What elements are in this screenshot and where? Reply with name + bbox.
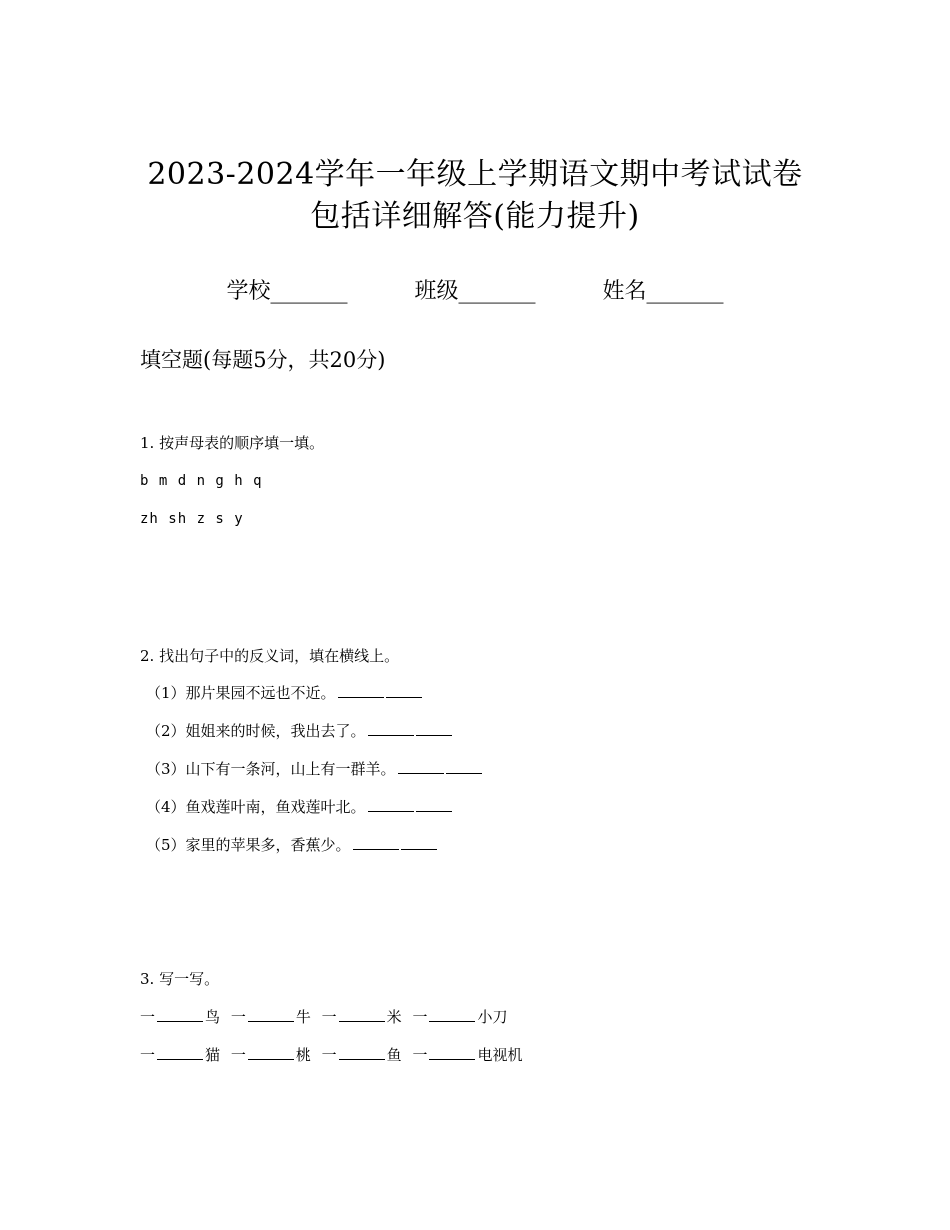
q2-item-3-text: （3）山下有一条河，山上有一群羊。: [146, 760, 396, 778]
q3-row-2: [140, 1044, 528, 1065]
q3-word: 鱼: [386, 1046, 402, 1064]
q3-word: 小刀: [477, 1008, 508, 1026]
answer-blank[interactable]: [429, 1007, 475, 1022]
school-field: 学校_______: [226, 279, 348, 304]
answer-blank[interactable]: [248, 1007, 294, 1022]
q2-item-1: [146, 682, 422, 703]
q2-item-5: [146, 834, 437, 855]
q2-item-2: [146, 720, 452, 741]
answer-blank[interactable]: [157, 1007, 203, 1022]
answer-blank[interactable]: [338, 683, 384, 698]
q2-item-5-text: （5）家里的苹果多，香蕉少。: [146, 836, 351, 854]
q3-word: 桃: [295, 1046, 311, 1064]
q2-item-2-text: （2）姐姐来的时候，我出去了。: [146, 722, 366, 740]
answer-blank[interactable]: [353, 835, 399, 850]
q3-word: 牛: [295, 1008, 311, 1026]
answer-blank[interactable]: [368, 797, 414, 812]
answer-blank[interactable]: [398, 759, 444, 774]
measure-prefix: 一: [321, 1046, 337, 1064]
measure-prefix: 一: [230, 1046, 246, 1064]
q1-title: 1. 按声母表的顺序填一填。: [140, 434, 325, 452]
section-title: 填空题(每题5分，共20分): [140, 348, 386, 372]
answer-dash[interactable]: [416, 802, 452, 812]
answer-blank[interactable]: [248, 1045, 294, 1060]
measure-prefix: 一: [412, 1008, 428, 1026]
exam-title-line1: 2023-2024学年一年级上学期语文期中考试试卷: [147, 157, 803, 192]
q2-item-3: [146, 758, 482, 779]
q3-word: 电视机: [477, 1046, 523, 1064]
q2-item-4: [146, 796, 452, 817]
answer-blank[interactable]: [157, 1045, 203, 1060]
q3-title: 3. 写一写。: [140, 970, 220, 988]
q2-item-4-text: （4）鱼戏莲叶南，鱼戏莲叶北。: [146, 798, 366, 816]
student-info-row: [0, 274, 950, 305]
answer-dash[interactable]: [401, 840, 437, 850]
q2-title: 2. 找出句子中的反义词，填在横线上。: [140, 647, 400, 665]
answer-dash[interactable]: [416, 726, 452, 736]
name-field: 姓名_______: [602, 279, 724, 304]
answer-dash[interactable]: [446, 764, 482, 774]
measure-prefix: 一: [412, 1046, 428, 1064]
q3-word: 鸟: [205, 1008, 221, 1026]
q1-pinyin-line2: zh sh z s y: [140, 511, 244, 527]
q2-item-1-text: （1）那片果园不远也不近。: [146, 684, 336, 702]
q1-pinyin-line1: b m d n g h q: [140, 473, 263, 489]
answer-dash[interactable]: [386, 688, 422, 698]
measure-prefix: 一: [140, 1008, 156, 1026]
class-field: 班级_______: [414, 279, 536, 304]
exam-title-line2: 包括详细解答(能力提升): [310, 199, 640, 234]
measure-prefix: 一: [321, 1008, 337, 1026]
q3-word: 猫: [205, 1046, 221, 1064]
answer-blank[interactable]: [339, 1007, 385, 1022]
q3-word: 米: [386, 1008, 402, 1026]
answer-blank[interactable]: [339, 1045, 385, 1060]
measure-prefix: 一: [140, 1046, 156, 1064]
q3-row-1: [140, 1006, 513, 1027]
answer-blank[interactable]: [368, 721, 414, 736]
measure-prefix: 一: [230, 1008, 246, 1026]
answer-blank[interactable]: [429, 1045, 475, 1060]
